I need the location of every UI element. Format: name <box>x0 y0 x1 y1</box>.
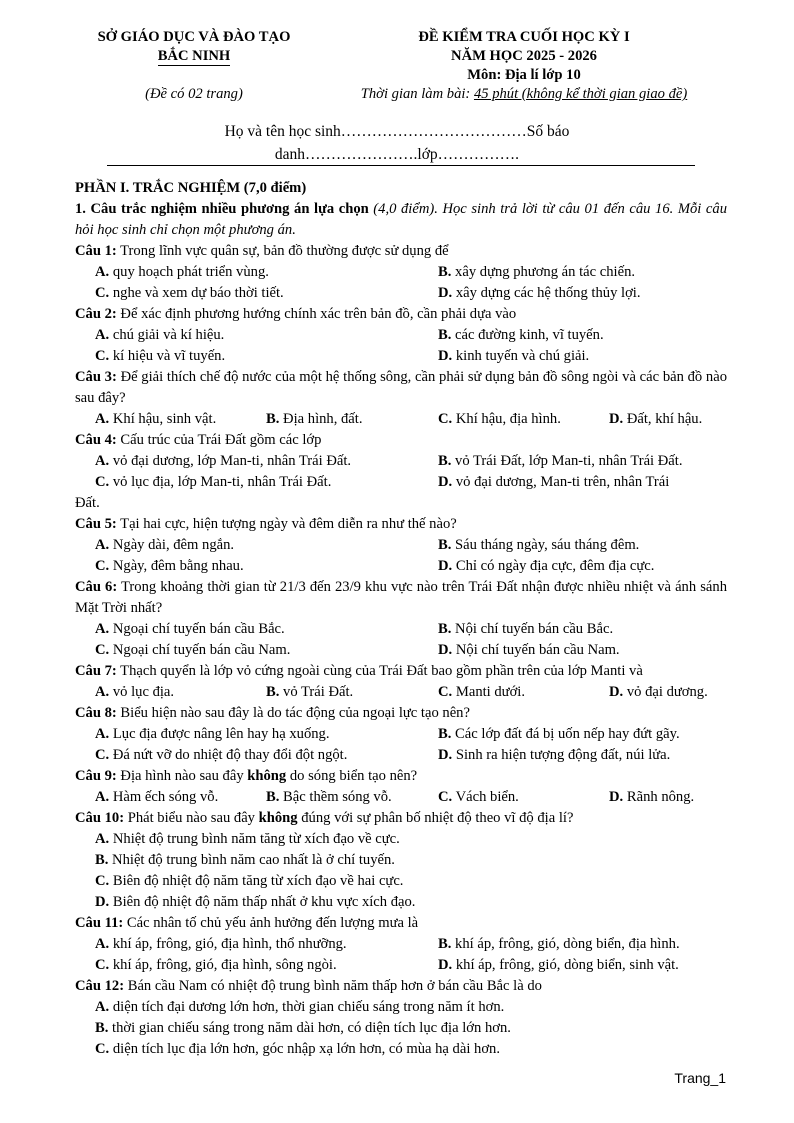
option-letter: C. <box>438 684 453 700</box>
option-text: vỏ đại dương, lớp Man-ti, nhân Trái Đất. <box>112 453 352 469</box>
answer-option[interactable] <box>438 556 654 577</box>
option-text: kí hiệu và vĩ tuyến. <box>112 348 226 364</box>
option-letter: C. <box>95 348 110 364</box>
option-letter: B. <box>438 726 452 742</box>
subject: Môn: Địa lí lớp 10 <box>467 67 581 83</box>
option-text: vỏ đại dương. <box>626 684 708 700</box>
question-text-pre: Phát biểu nào sau đây <box>124 810 259 826</box>
option-letter: B. <box>438 537 452 553</box>
header-right <box>324 28 724 104</box>
answer-option[interactable] <box>95 325 438 346</box>
option-text: nghe và xem dự báo thời tiết. <box>112 285 284 301</box>
option-row <box>75 451 727 472</box>
option-text: Khí hậu, địa hình. <box>455 411 561 427</box>
option-letter: D. <box>438 642 453 658</box>
option-text: Ngày, đêm bằng nhau. <box>112 558 244 574</box>
exam-body <box>75 178 727 1060</box>
answer-option[interactable] <box>438 640 620 661</box>
question-6 <box>75 577 727 619</box>
answer-option[interactable] <box>438 745 670 766</box>
option-letter: C. <box>95 285 110 301</box>
question-text: Trong khoảng thời gian từ 21/3 đến 23/9 khu vực nào trên Trái Đất nhận được nhiều nhiệt và ánh sánh Mặt Trời nhất? <box>75 579 727 616</box>
header-left <box>74 28 314 104</box>
option-letter: A. <box>95 684 110 700</box>
option-text: Sinh ra hiện tượng động đất, núi lửa. <box>455 747 671 763</box>
option-text: Hàm ếch sóng vỗ. <box>112 789 219 805</box>
option-text: Khí hậu, sinh vật. <box>112 411 217 427</box>
option-letter: B. <box>438 621 452 637</box>
section-title: PHẦN I. TRẮC NGHIỆM (7,0 điểm) <box>75 180 307 196</box>
option-letter: B. <box>95 852 109 868</box>
option-letter: D. <box>438 558 453 574</box>
option-text: Sáu tháng ngày, sáu tháng đêm. <box>455 537 640 553</box>
option-text: các đường kinh, vĩ tuyến. <box>455 327 604 343</box>
option-row <box>75 619 727 640</box>
answer-option[interactable] <box>75 829 727 850</box>
answer-option[interactable] <box>266 787 438 808</box>
question-4 <box>75 430 727 451</box>
option-letter: D. <box>438 957 453 973</box>
dept-line1: SỞ GIÁO DỤC VÀ ĐÀO TẠO <box>97 29 291 45</box>
answer-option[interactable] <box>266 682 438 703</box>
time-allowed <box>324 85 724 104</box>
divider <box>107 165 695 166</box>
answer-option[interactable] <box>95 787 266 808</box>
option-text: khí áp, frông, gió, dòng biển, sinh vật. <box>455 957 679 973</box>
option-text: Nội chí tuyến bán cầu Nam. <box>455 642 620 658</box>
option-text: thời gian chiếu sáng trong năm dài hơn, có diện tích lục địa lớn hơn. <box>112 1020 511 1036</box>
answer-option[interactable] <box>95 346 438 367</box>
question-11 <box>75 913 727 934</box>
answer-option[interactable] <box>438 409 609 430</box>
exam-title: ĐỀ KIỂM TRA CUỐI HỌC KỲ I <box>418 29 630 45</box>
answer-option[interactable] <box>95 535 438 556</box>
question-label: Câu 5: <box>75 516 117 532</box>
option-text: vỏ Trái Đất, lớp Man-ti, nhân Trái Đất. <box>455 453 683 469</box>
answer-option[interactable] <box>95 745 438 766</box>
answer-option[interactable] <box>75 997 727 1018</box>
option-letter: A. <box>95 621 110 637</box>
option-letter: B. <box>438 936 452 952</box>
answer-option[interactable] <box>95 682 266 703</box>
student-line2: danh………………….lớp……………. <box>274 146 520 163</box>
question-text: Biểu hiện nào sau đây là do tác động của ngoại lực tạo nên? <box>116 705 470 721</box>
answer-option[interactable] <box>95 955 438 976</box>
option-letter: D. <box>95 894 110 910</box>
option-letter: A. <box>95 264 110 280</box>
question-text-bold: không <box>258 810 298 826</box>
option-row <box>75 787 727 808</box>
option-letter: B. <box>438 264 452 280</box>
option-text: quy hoạch phát triển vùng. <box>112 264 269 280</box>
question-text: Để xác định phương hướng chính xác trên bản đồ, cần phải dựa vào <box>116 306 517 322</box>
answer-option[interactable] <box>438 619 613 640</box>
question-text: Thạch quyển là lớp vỏ cứng ngoài cùng của Trái Đất bao gồm phần trên của lớp Manti và <box>116 663 643 679</box>
answer-option[interactable] <box>95 472 438 493</box>
option-letter: A. <box>95 789 110 805</box>
answer-option[interactable] <box>609 682 727 703</box>
option-letter: C. <box>95 1041 110 1057</box>
question-label: Câu 11: <box>75 915 124 931</box>
question-label: Câu 2: <box>75 306 117 322</box>
option-wrap-text: Đất. <box>75 495 100 511</box>
option-row <box>75 934 727 955</box>
question-8 <box>75 703 727 724</box>
answer-option[interactable] <box>438 787 609 808</box>
option-text: Ngoại chí tuyến bán cầu Nam. <box>112 642 291 658</box>
option-text: Ngày dài, đêm ngắn. <box>112 537 235 553</box>
option-text: Lục địa được nâng lên hay hạ xuống. <box>112 726 330 742</box>
option-letter: B. <box>438 453 452 469</box>
answer-option[interactable] <box>266 409 438 430</box>
option-row <box>75 262 727 283</box>
option-text: Chỉ có ngày địa cực, đêm địa cực. <box>455 558 655 574</box>
section-lead <box>75 199 727 241</box>
option-text: Đá nứt vỡ do nhiệt độ thay đổi đột ngột. <box>112 747 348 763</box>
option-letter: A. <box>95 411 110 427</box>
option-row <box>75 556 727 577</box>
option-letter: C. <box>95 642 110 658</box>
time-value: 45 phút (không kể thời gian giao đề) <box>473 86 688 102</box>
answer-option[interactable] <box>95 283 438 304</box>
option-text: khí áp, frông, gió, dòng biển, địa hình. <box>455 936 680 952</box>
option-row <box>75 745 727 766</box>
page-number: Trang_1 <box>674 1070 726 1086</box>
option-letter: D. <box>609 411 624 427</box>
option-letter: C. <box>438 411 453 427</box>
question-2 <box>75 304 727 325</box>
option-row <box>75 682 727 703</box>
answer-option[interactable] <box>438 325 604 346</box>
question-label: Câu 8: <box>75 705 117 721</box>
option-text: kinh tuyến và chú giải. <box>455 348 590 364</box>
option-row <box>75 955 727 976</box>
student-info <box>74 120 720 166</box>
option-letter: A. <box>95 831 110 847</box>
answer-option[interactable] <box>438 535 639 556</box>
option-letter: D. <box>438 285 453 301</box>
question-text-pre: Địa hình nào sau đây <box>116 768 248 784</box>
option-letter: A. <box>95 537 110 553</box>
option-letter: C. <box>95 474 110 490</box>
answer-option[interactable] <box>609 409 727 430</box>
question-10 <box>75 808 727 829</box>
question-text: Bán cầu Nam có nhiệt độ trung bình năm thấp hơn ở bán cầu Bắc là do <box>124 978 542 994</box>
option-letter: C. <box>95 957 110 973</box>
answer-option[interactable] <box>75 1039 727 1060</box>
question-7 <box>75 661 727 682</box>
option-letter: A. <box>95 327 110 343</box>
question-9 <box>75 766 727 787</box>
option-row <box>75 640 727 661</box>
option-row <box>75 535 727 556</box>
option-text: xây dựng các hệ thống thủy lợi. <box>455 285 641 301</box>
answer-option[interactable] <box>75 871 727 892</box>
school-year: NĂM HỌC 2025 - 2026 <box>451 48 597 64</box>
question-text: Các nhân tố chủ yếu ảnh hưởng đến lượng mưa là <box>123 915 419 931</box>
option-text: Biên độ nhiệt độ năm tăng từ xích đạo về hai cực. <box>112 873 404 889</box>
option-row <box>75 724 727 745</box>
option-row <box>75 283 727 304</box>
answer-option[interactable] <box>438 262 635 283</box>
option-letter: C. <box>95 873 110 889</box>
question-label: Câu 6: <box>75 579 118 595</box>
answer-option[interactable] <box>438 472 669 493</box>
option-text: Ngoại chí tuyến bán cầu Bắc. <box>112 621 285 637</box>
option-letter: D. <box>609 789 624 805</box>
option-text: Nhiệt độ trung bình năm cao nhất là ở chí tuyến. <box>112 852 395 868</box>
option-letter: B. <box>95 1020 109 1036</box>
option-letter: C. <box>95 558 110 574</box>
question-label: Câu 4: <box>75 432 117 448</box>
answer-option[interactable] <box>95 724 438 745</box>
option-text: Đất, khí hậu. <box>626 411 703 427</box>
lead-bold: 1. Câu trắc nghiệm nhiều phương án lựa chọn <box>75 201 369 217</box>
option-letter: D. <box>438 747 453 763</box>
pages-note: (Đề có 02 trang) <box>145 86 243 102</box>
question-text: Trong lĩnh vực quân sự, bản đồ thường được sử dụng để <box>116 243 449 259</box>
option-text: Manti dưới. <box>455 684 525 700</box>
answer-option[interactable] <box>438 724 680 745</box>
option-text: khí áp, frông, gió, địa hình, sông ngòi. <box>112 957 337 973</box>
question-label: Câu 1: <box>75 243 117 259</box>
option-letter: B. <box>266 411 280 427</box>
option-text: vỏ đại dương, Man-ti trên, nhân Trái <box>455 474 670 490</box>
option-text: chú giải và kí hiệu. <box>112 327 225 343</box>
option-text: Rãnh nông. <box>626 789 695 805</box>
option-text: Nội chí tuyến bán cầu Bắc. <box>455 621 614 637</box>
option-text: vỏ lục địa, lớp Man-ti, nhân Trái Đất. <box>112 474 332 490</box>
option-row <box>75 472 727 493</box>
option-text: Vách biển. <box>455 789 519 805</box>
option-row <box>75 346 727 367</box>
question-1 <box>75 241 727 262</box>
answer-option[interactable] <box>438 451 682 472</box>
option-letter: D. <box>438 474 453 490</box>
option-letter: A. <box>95 936 110 952</box>
option-text: khí áp, frông, gió, địa hình, thổ nhưỡng. <box>112 936 347 952</box>
answer-option[interactable] <box>75 850 727 871</box>
answer-option[interactable] <box>95 640 438 661</box>
time-prefix: Thời gian làm bài: <box>360 86 474 102</box>
question-text: Cấu trúc của Trái Đất gồm các lớp <box>116 432 322 448</box>
lead-italic: (4,0 điểm). Học sinh trả lời từ câu 01 đến câu 16. Mỗi câu hỏi học sinh chỉ chọn một phương án. <box>75 201 727 238</box>
option-letter: C. <box>438 789 453 805</box>
option-text: diện tích đại dương lớn hơn, thời gian chiếu sáng trong năm ít hơn. <box>112 999 505 1015</box>
answer-option[interactable] <box>95 556 438 577</box>
option-text: vỏ lục địa. <box>112 684 175 700</box>
question-text: Tại hai cực, hiện tượng ngày và đêm diễn ra như thế nào? <box>116 516 457 532</box>
question-label: Câu 3: <box>75 369 117 385</box>
option-letter: A. <box>95 453 110 469</box>
option-row <box>75 325 727 346</box>
option-text: Bậc thềm sóng vỗ. <box>283 789 392 805</box>
question-text-post: do sóng biển tạo nên? <box>286 768 418 784</box>
question-label: Câu 12: <box>75 978 125 994</box>
answer-option[interactable] <box>95 451 438 472</box>
question-text: Để giải thích chế độ nước của một hệ thống sông, cần phải sử dụng bản đồ sông ngòi và các bản đồ nào sau đây? <box>75 369 727 406</box>
option-text: diện tích lục địa lớn hơn, góc nhập xạ lớn hơn, có mùa hạ dài hơn. <box>112 1041 500 1057</box>
answer-option[interactable] <box>438 283 641 304</box>
option-text: xây dựng phương án tác chiến. <box>455 264 636 280</box>
student-line1: Họ và tên học sinh………………………………Số báo <box>224 123 570 140</box>
option-letter: D. <box>609 684 624 700</box>
answer-option[interactable] <box>95 934 438 955</box>
option-row <box>75 409 727 430</box>
option-letter: B. <box>438 327 452 343</box>
question-list <box>75 241 727 1060</box>
question-label: Câu 7: <box>75 663 117 679</box>
dept-line2: BẮC NINH <box>157 48 231 64</box>
answer-option[interactable] <box>438 934 680 955</box>
answer-option[interactable] <box>95 619 438 640</box>
option-letter: D. <box>438 348 453 364</box>
question-label: Câu 9: <box>75 768 117 784</box>
answer-option[interactable] <box>95 262 438 283</box>
answer-option[interactable] <box>438 955 679 976</box>
answer-option[interactable] <box>609 787 727 808</box>
option-letter: C. <box>95 747 110 763</box>
question-12 <box>75 976 727 997</box>
option-text: vỏ Trái Đất. <box>283 684 354 700</box>
option-text: Địa hình, đất. <box>283 411 363 427</box>
answer-option[interactable] <box>75 1018 727 1039</box>
option-letter: A. <box>95 999 110 1015</box>
option-text: Các lớp đất đá bị uốn nếp hay đứt gãy. <box>455 726 680 742</box>
question-5 <box>75 514 727 535</box>
option-letter: B. <box>266 789 280 805</box>
answer-option[interactable] <box>438 346 589 367</box>
option-letter: B. <box>266 684 280 700</box>
question-3 <box>75 367 727 409</box>
question-label: Câu 10: <box>75 810 125 826</box>
option-text: Biên độ nhiệt độ năm thấp nhất ở khu vực xích đạo. <box>112 894 416 910</box>
answer-option[interactable] <box>75 892 727 913</box>
option-letter: A. <box>95 726 110 742</box>
answer-option[interactable] <box>438 682 609 703</box>
question-text-post: đúng với sự phân bố nhiệt độ theo vĩ độ địa lí? <box>297 810 574 826</box>
answer-option[interactable] <box>95 409 266 430</box>
question-text-bold: không <box>247 768 287 784</box>
option-text: Nhiệt độ trung bình năm tăng từ xích đạo về cực. <box>112 831 400 847</box>
